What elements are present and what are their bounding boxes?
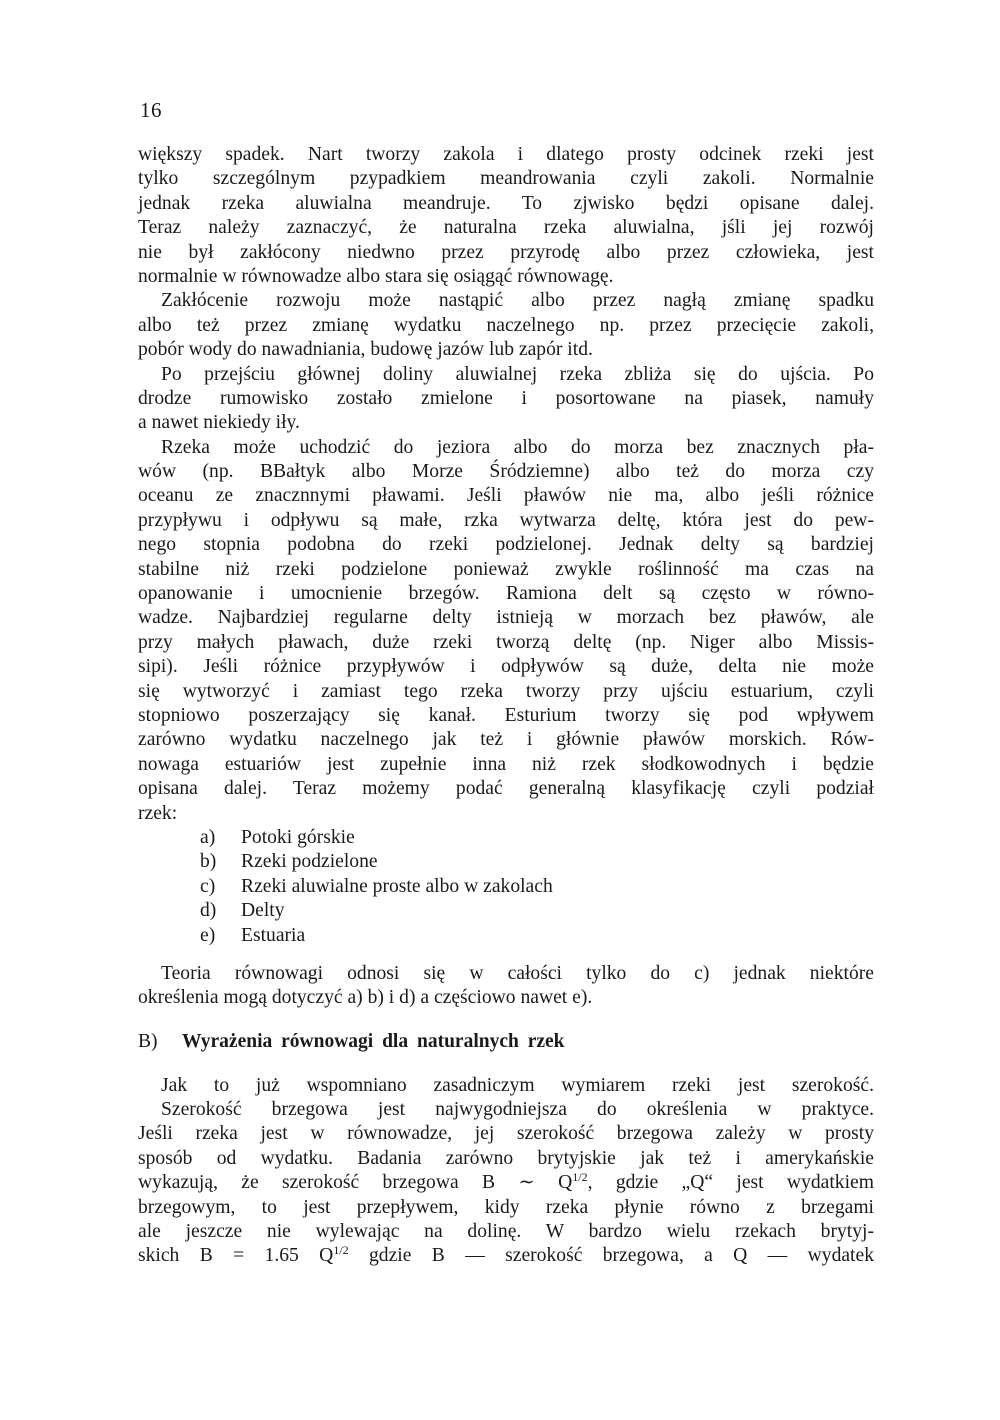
list-item-text: Rzeki aluwialne proste albo w zakolach [241, 875, 553, 897]
text-line: przy małych pławach, duże rzeki tworzą deltę (np. Niger albo Missis- [138, 631, 874, 653]
list-item-text: Rzeki podzielone [241, 851, 378, 873]
list-marker: c) [200, 875, 216, 897]
paragraph [138, 289, 874, 362]
text-line: a nawet niekiedy iły. [138, 412, 300, 434]
text-line: oceanu ze znacznnymi pławami. Jeśli pławów nie ma, albo jeśli różnice [138, 485, 874, 507]
text-line: Teoria równowagi odnosi się w całości tylko do c) jednak niektóre [161, 962, 874, 984]
text-line: określenia mogą dotyczyć a) b) i d) a częściowo nawet e). [138, 987, 593, 1009]
page-body [138, 143, 874, 1269]
formula-text: gdzie B — szerokość brzegowa, a Q — wydatek [348, 1245, 874, 1267]
section-heading [138, 1030, 874, 1056]
text-line: Zakłócenie rozwoju może nastąpić albo przez nagłą zmianę spadku [161, 290, 874, 312]
river-classification-list [138, 826, 874, 948]
text-line: ale jeszcze nie wylewając na dolinę. W bardzo wielu rzekach brytyj- [138, 1221, 874, 1243]
text-line: sipi). Jeśli różnice przypływów i odpływów są duże, delta nie może [138, 656, 874, 678]
formula-line [138, 1171, 874, 1195]
paragraph [138, 1098, 874, 1269]
text-line: nowaga estuariów jest zupełnie inna niż rzek słodkowodnych i będzie [138, 753, 874, 775]
formula-text: wykazują, że szerokość brzegowa B ∼ Q [138, 1172, 573, 1194]
text-line: brzegowym, to jest przepływem, kidy rzeka płynie równo z brzegami [138, 1196, 874, 1218]
list-item [200, 924, 874, 948]
list-item [200, 875, 874, 899]
text-line: opanowanie i umocnienie brzegów. Ramiona delt są często w równo- [138, 583, 874, 605]
text-line: Teraz należy zaznaczyć, że naturalna rzeka aluwialna, jśli jej rozwój [138, 217, 874, 239]
text-line: drodze rumowisko zostało zmielone i posortowane na piasek, namuły [138, 387, 874, 409]
text-line: tylko szczególnym pzypadkiem meandrowania czyli zakoli. Normalnie [138, 168, 874, 190]
paragraph [138, 436, 874, 826]
text-line: albo też przez zmianę wydatku naczelnego np. przez przecięcie zakoli, [138, 314, 874, 336]
text-line: Jeśli rzeka jest w równowadze, jej szerokość brzegowa zależy w prosty [138, 1123, 874, 1145]
list-item-text: Estuaria [241, 924, 306, 946]
text-line: wów (np. BBałtyk albo Morze Śródziemne) albo też do morza czy [138, 461, 874, 483]
formula-line [138, 1244, 874, 1268]
formula-exponent: 1/2 [572, 1170, 588, 1185]
list-item-text: Delty [241, 900, 285, 922]
text-line: jednak rzeka aluwialna meandruje. To zjwisko będzi opisane dalej. [138, 192, 874, 214]
text-line: Po przejściu głównej doliny aluwialnej rzeka zbliża się do ujścia. Po [161, 363, 874, 385]
formula-text: , gdzie „Q“ jest wydatkiem [587, 1172, 874, 1194]
text-line: normalnie w równowadze albo stara się osiągąć równowagę. [138, 265, 614, 287]
list-item [200, 899, 874, 923]
list-marker: e) [200, 924, 216, 946]
list-marker: d) [200, 900, 217, 922]
list-item [200, 850, 874, 874]
text-line: się wytworzyć i zamiast tego rzeka tworzy przy ujściu estuarium, czyli [138, 680, 874, 702]
paragraph [138, 962, 874, 1011]
section-marker: B) [138, 1030, 158, 1052]
text-line: nego stopnia podobna do rzeki podzielonej. Jednak delty są bardziej [138, 534, 874, 556]
text-line: Rzeka może uchodzić do jeziora albo do morza bez znacznych pła- [161, 436, 874, 458]
text-line: nie był zakłócony niedwno przez przyrodę albo przez człowieka, jest [138, 241, 874, 263]
text-line: większy spadek. Nart tworzy zakola i dlatego prosty odcinek rzeki jest [138, 144, 874, 165]
text-line: stopniowo poszerzający się kanał. Esturium tworzy się pod wpływem [138, 704, 874, 726]
text-line: Jak to już wspomniano zasadniczym wymiarem rzeki jest szerokość. [161, 1074, 874, 1096]
text-line: pobór wody do nawadniania, budowę jazów lub zapór itd. [138, 339, 593, 361]
text-line: zarówno wydatku naczelnego jak też i głównie pławów morskich. Rów- [138, 729, 874, 751]
list-marker: b) [200, 851, 217, 873]
text-line: opisana dalej. Teraz możemy podać generalną klasyfikację czyli podział [138, 778, 874, 800]
text-line: sposób od wydatku. Badania zarówno brytyjskie jak też i amerykańskie [138, 1147, 874, 1169]
spacer [138, 948, 874, 962]
formula-text: skich B = 1.65 Q [138, 1245, 334, 1267]
page-number: 16 [140, 98, 162, 122]
formula-exponent: 1/2 [333, 1243, 349, 1258]
paragraph [138, 143, 874, 289]
list-item-text: Potoki górskie [241, 826, 355, 848]
text-line: rzek: [138, 802, 178, 824]
text-line: stabilne niż rzeki podzielone ponieważ zwykle roślinność ma czas na [138, 558, 874, 580]
text-line: wadze. Najbardziej regularne delty istnieją w morzach bez pławów, ale [138, 607, 874, 629]
list-item [200, 826, 874, 850]
text-line: przypływu i odpływu są małe, rzka wytwarza deltę, która jest do pew- [138, 509, 874, 531]
section-title: Wyrażenia równowagi dla naturalnych rzek [182, 1030, 565, 1052]
paragraph [138, 363, 874, 436]
spacer [138, 1056, 874, 1074]
list-marker: a) [200, 826, 216, 848]
paragraph [138, 1074, 874, 1098]
text-line: Szerokość brzegowa jest najwygodniejsza do określenia w praktyce. [161, 1099, 874, 1121]
